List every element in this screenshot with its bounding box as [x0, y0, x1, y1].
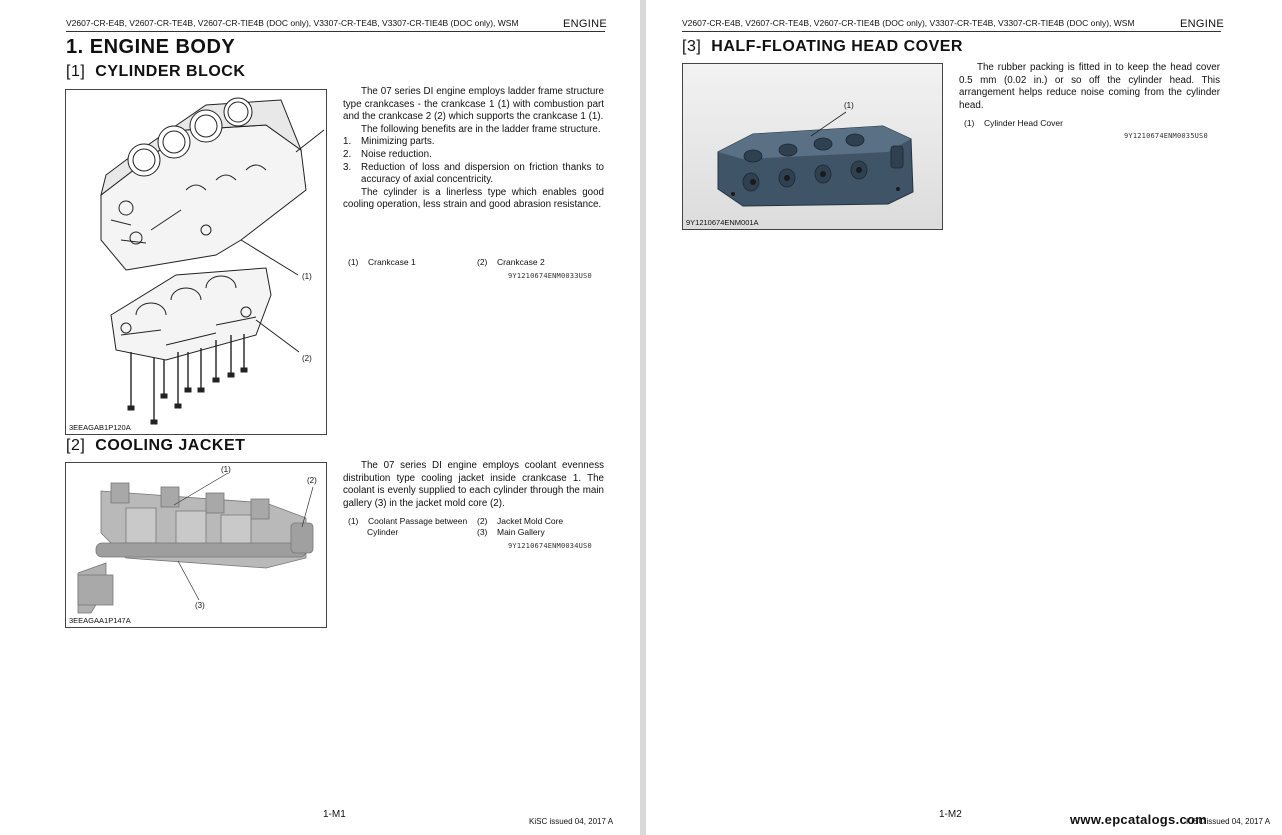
legend-item-continued: Cylinder: [367, 527, 399, 537]
head-cover-photo: [683, 64, 942, 229]
page-number: 1-M2: [939, 809, 962, 820]
legend-item: (1) Cylinder Head Cover: [964, 118, 1063, 128]
legend-item: (1) Coolant Passage between: [348, 516, 468, 526]
section-number: [2]: [66, 437, 86, 454]
section-heading-cooling-jacket: [66, 437, 245, 455]
list-item: 3. Reduction of loss and dispersion on friction thanks to accuracy of axial concentricity.: [343, 161, 604, 186]
figure-code: 3EEAGAA1P147A: [69, 616, 131, 625]
header-rule: [66, 31, 605, 32]
list-item: 1. Minimizing parts.: [343, 136, 435, 148]
section-number: [1]: [66, 63, 86, 80]
header-section: ENGINE: [563, 18, 607, 30]
cylinder-block-text: [343, 86, 604, 212]
page-number: 1-M1: [323, 809, 346, 820]
paragraph: The 07 series DI engine employs coolant evenness distribution type cooling jacket inside crankcase 1. The coolant is evenly supplied to each cylinder through the main gallery (3) in the jacket mold core (2).: [343, 460, 604, 509]
section-heading-cylinder-block: [66, 63, 245, 81]
issued-note: KiSC issued 04, 2017 A: [1186, 817, 1271, 826]
paragraph: The rubber packing is fitted in to keep the head cover 0.5 mm (0.02 in.) or so off the cylinder head. This arrangement helps reduce noise coming from the cylinder head.: [959, 62, 1220, 111]
figure-code: 3EEAGAB1P120A: [69, 423, 131, 432]
cylinder-block-illustration: [66, 90, 326, 434]
watermark-text: www.epcatalogs.com: [1070, 812, 1208, 827]
paragraph: The 07 series DI engine employs ladder frame structure type crankcases - the crankcase 1 (1) with combustion part and the crankcase 2 (2) which supports the crankcase 1 (1).: [343, 86, 604, 123]
callout-2: (2): [307, 476, 317, 485]
left-page: [0, 0, 640, 835]
section-title: CYLINDER BLOCK: [95, 63, 246, 80]
callout-2: (2): [302, 354, 312, 363]
head-cover-text: [959, 62, 1220, 112]
header-rule: [682, 31, 1221, 32]
header-section: ENGINE: [1180, 18, 1224, 30]
cooling-jacket-legend: [348, 516, 604, 540]
header-models: V2607-CR-E4B, V2607-CR-TE4B, V2607-CR-TIE4B (DOC only), V3307-CR-TE4B, V3307-CR-TIE4B (DOC only), WSM: [66, 18, 519, 28]
callout-3: (3): [195, 601, 205, 610]
callout-1: (1): [221, 465, 231, 474]
legend-item: (2) Jacket Mold Core: [477, 516, 564, 526]
issued-note: KiSC issued 04, 2017 A: [529, 817, 614, 826]
paragraph: The following benefits are in the ladder frame structure.: [361, 123, 601, 135]
head-cover-figure: [682, 63, 943, 230]
cooling-jacket-text: [343, 460, 604, 510]
benefits-list: [343, 136, 604, 186]
section-title: COOLING JACKET: [95, 437, 246, 454]
legend-item: (1) Crankcase 1: [348, 257, 416, 267]
section-heading-head-cover: [682, 38, 963, 56]
cooling-jacket-figure: [65, 462, 327, 628]
legend-item: (2) Crankcase 2: [477, 257, 545, 267]
cylinder-block-figure: [65, 89, 327, 435]
cylinder-block-legend: [348, 257, 604, 269]
figure-code: 9Y1210674ENM001A: [686, 218, 759, 227]
paragraph: The cylinder is a linerless type which enables good cooling operation, less strain and good abrasion resistance.: [343, 186, 604, 211]
document-code: 9Y1210674ENM0033US0: [508, 272, 592, 280]
document-code: 9Y1210674ENM0034US0: [508, 542, 592, 550]
head-cover-legend: [964, 118, 1220, 130]
right-page: [646, 0, 1282, 835]
list-item: 2. Noise reduction.: [343, 148, 432, 160]
section-title: HALF-FLOATING HEAD COVER: [711, 38, 963, 55]
section-number: [3]: [682, 38, 702, 55]
chapter-title: 1. ENGINE BODY: [66, 36, 236, 58]
legend-item: (3) Main Gallery: [477, 527, 545, 537]
document-code: 9Y1210674ENM0035US0: [1124, 132, 1208, 140]
callout-1: (1): [302, 272, 312, 281]
callout-1: (1): [844, 101, 854, 110]
header-models: V2607-CR-E4B, V2607-CR-TE4B, V2607-CR-TIE4B (DOC only), V3307-CR-TE4B, V3307-CR-TIE4B (DOC only), WSM: [682, 18, 1135, 28]
